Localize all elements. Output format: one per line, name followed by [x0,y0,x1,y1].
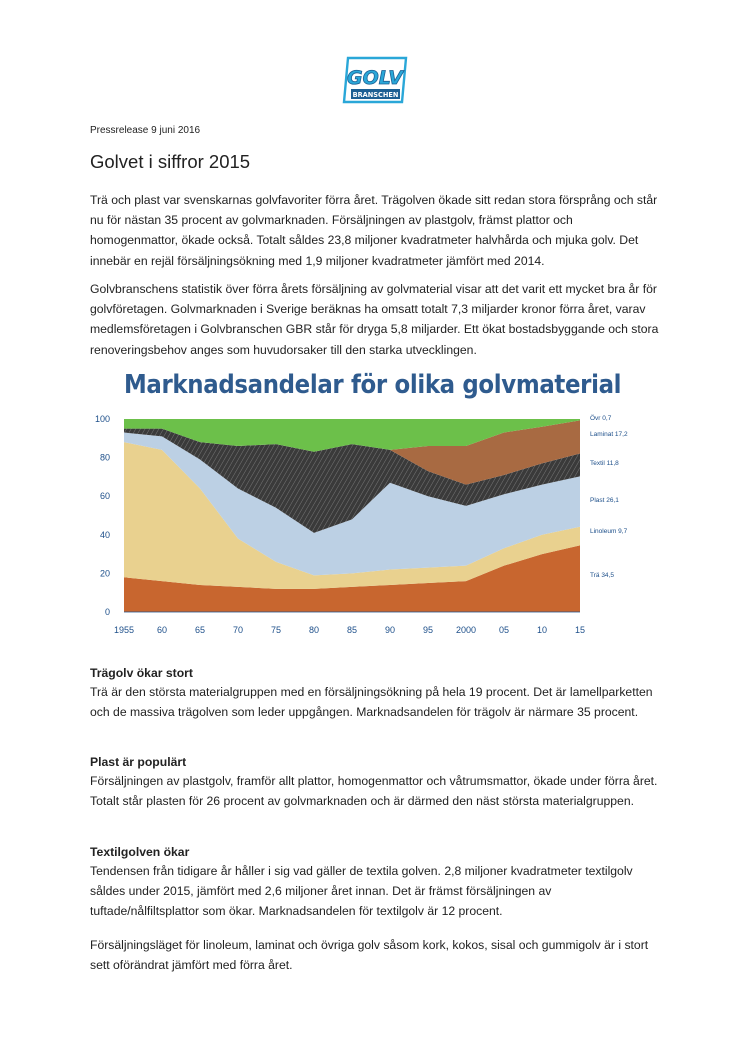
x-tick-label: 80 [308,625,320,635]
x-tick-label: 90 [384,625,396,635]
section-text-wood: Trä är den största materialgruppen med en försäljningsökning på hela 19 procent. Det är lamellparketten och de massiva trägolven som leder uppgången. Marknadsandelen för trägolv är närmare 35 procent. [90,685,653,720]
x-tick-label: 1955 [113,625,135,635]
legend-label: Övr 0,7 [590,415,612,422]
golvbranschen-logo [340,56,410,108]
market-share-chart [80,405,670,640]
closing-paragraph: Försäljningsläget för linoleum, laminat och övriga golv såsom kork, kokos, sisal och gummigolv är i stort sett oförändrat jämfört med förra året. [90,938,649,973]
press-release-date: Pressrelease 9 juni 2016 [90,125,201,136]
x-tick-label: 60 [156,625,168,635]
x-tick-label: 2000 [455,625,477,635]
page-title: Golvet i siffror 2015 [90,151,251,172]
x-tick-label: 75 [270,625,282,635]
x-tick-label: 10 [536,625,548,635]
x-tick-label: 65 [194,625,206,635]
y-tick-label: 100 [94,414,110,424]
y-tick-label: 0 [104,607,110,617]
logo-wordmark: GOLV [347,67,403,89]
x-tick-label: 85 [346,625,358,635]
section-heading-plastic: Plast är populärt [90,755,187,769]
logo-subtext: BRANSCHEN [352,91,399,99]
y-tick-label: 80 [99,452,110,463]
legend-label: Linoleum 9,7 [590,528,628,535]
legend-label: Textil 11,8 [590,460,619,467]
x-tick-label: 15 [574,625,586,635]
intro-paragraph: Trä och plast var svenskarnas golvfavoriter förra året. Trägolven ökade sitt redan stora försprång och står nu för nästan 35 procent av golvmarknaden. Försäljningen av plastgolv, främst plattor och homogenmattor, ökade också. Totalt såldes 23,8 miljoner kvadratmeter halvhårda och mjuka golv. Det innebär en rejäl försäljningsökning med 1,9 miljoner kvadratmeter jämfört med 2014. [90,193,658,268]
x-tick-label: 70 [232,625,244,635]
x-tick-label: 95 [422,625,434,635]
section-heading-textile: Textilgolven ökar [90,845,190,859]
y-tick-label: 60 [99,491,110,502]
x-tick-label: 05 [498,625,510,635]
chart-title: Marknadsandelar för olika golvmaterial [124,370,622,400]
legend-label: Plast 26,1 [590,497,619,504]
section-text-textile: Tendensen från tidigare år håller i sig vad gäller de textila golven. 2,8 miljoner kvadratmeter textilgolv såldes under 2015, jämfört med 2,6 miljoner året innan. Det är främst försäljningen av tuftade/nålfiltsplattor som ökar. Marknadsandelen för textilgolv är 12 procent. [90,864,633,919]
statistics-paragraph: Golvbranschens statistik över förra årets försäljning av golvmaterial visar att det varit ett mycket bra år för golvföretagen. Golvmarknaden i Sverige beräknas ha omsatt totalt 7,3 miljarder kronor förra året, varav medlemsföretagen i Golvbranschen GBR står för dryga 5,8 miljarder. Ett ökat bostadsbyggande och stora renoveringsbehov anges som huvudorsaker till den starka utvecklingen. [90,282,659,357]
section-heading-wood: Trägolv ökar stort [90,666,193,680]
y-tick-label: 40 [99,529,110,540]
section-text-plastic: Försäljningen av plastgolv, framför allt plattor, homogenmattor och våtrumsmattor, ökade under förra året. Totalt står plasten för 26 procent av golvmarknaden och är därmed den näst största materialgruppen. [90,774,658,809]
legend-label: Trä 34,5 [590,572,614,579]
legend-label: Laminat 17,2 [590,431,628,438]
y-tick-label: 20 [99,568,110,579]
